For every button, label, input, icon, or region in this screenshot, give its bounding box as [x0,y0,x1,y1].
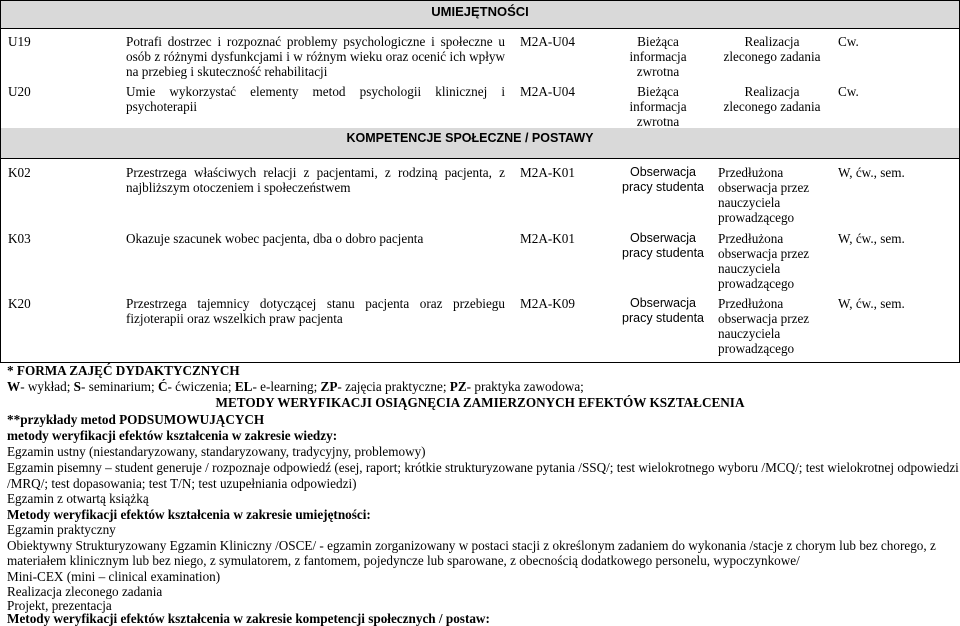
class-form: W, ćw., sem. [838,231,905,246]
knowledge-item: Egzamin ustny (niestandaryzowany, standaryzowany, tradycyjny, problemowy) [7,444,426,459]
effect-code: K02 [8,165,31,180]
forming-method: Obserwacja pracy studenta [622,296,704,325]
effect-description: Umie wykorzystać elementy metod psychologii klinicznej i psychoterapii [126,84,505,114]
skills-item: materiałem klinicznym lub bez niego, z symulatorem, z fantomem, pojedyncze lub sparowane, z obecnością dodatkowego personelu, wypoczynkowe/ [7,553,800,568]
class-form: W, ćw., sem. [838,296,905,311]
skills-item: Projekt, prezentacja [7,598,112,613]
effect-reference: M2A-U04 [520,84,575,99]
class-form: Cw. [838,84,859,99]
effect-description: Okazuje szacunek wobec pacjenta, dba o dobro pacjenta [126,231,424,246]
verification-method: Przedłużona obserwacja przez nauczyciela prowadzącego [718,296,810,356]
knowledge-item: Egzamin pisemny – student generuje / rozpoznaje odpowiedź (esej, raport; krótkie strukturyzowane pytania /SSQ/; test wielokrotnego wyboru /MCQ/; test wielokrotnej odpowiedzi [7,460,959,475]
effect-code: K20 [8,296,31,311]
verification-method: Przedłużona obserwacja przez nauczyciela prowadzącego [718,165,810,225]
verification-method: Realizacja zleconego zadania [723,84,821,114]
effect-reference: M2A-K01 [520,231,575,246]
skills-item: Egzamin praktyczny [7,522,116,537]
section-title-social: KOMPETENCJE SPOŁECZNE / POSTAWY [346,131,594,145]
section-title-skills: UMIEJĘTNOŚCI [431,4,529,19]
skills-methods-title: Metody weryfikacji efektów kształcenia w zakresie umiejętności: [7,507,371,522]
knowledge-item: Egzamin z otwartą książką [7,491,149,506]
verification-method: Przedłużona obserwacja przez nauczyciela prowadzącego [718,231,810,291]
methods-title: METODY WERYFIKACJI OSIĄGNĘCIA ZAMIERZONYCH EFEKTÓW KSZTAŁCENIA [215,395,745,410]
skills-item: Mini-CEX (mini – clinical examination) [7,569,221,584]
class-form: Cw. [838,34,859,49]
class-form: W, ćw., sem. [838,165,905,180]
forms-title: * FORMA ZAJĘĆ DYDAKTYCZNYCH [7,363,240,378]
effect-description: Potrafi dostrzec i rozpoznać problemy psychologiczne i społeczne u osób z różnymi dysfunkcjami i w różnym wieku oraz ocenić ich wpływ na przebieg i skuteczność rehabilitacji [126,34,505,79]
knowledge-title: metody weryfikacji efektów kształcenia w zakresie wiedzy: [7,428,338,443]
effect-code: U19 [8,34,31,49]
skills-item: Realizacja zleconego zadania [7,584,163,599]
effect-reference: M2A-K01 [520,165,575,180]
knowledge-item: /MRQ/; test dopasowania; test T/N; test uzupełniania odpowiedzi) [7,476,357,491]
effect-reference: M2A-U04 [520,34,575,49]
effect-reference: M2A-K09 [520,296,575,311]
effect-code: K03 [8,231,31,246]
forming-method: Obserwacja pracy studenta [622,231,704,260]
skills-item: Obiektywny Strukturyzowany Egzamin Kliniczny /OSCE/ - egzamin zorganizowany w postaci stacji z określonym zadaniem do wykonania /stacje z chorym lub bez chorego, z [7,538,936,553]
social-methods-title: Metody weryfikacji efektów kształcenia w zakresie kompetencji społecznych / postaw: [7,611,490,626]
forming-method: Bieżąca informacja zwrotna [629,84,687,129]
effect-code: U20 [8,84,31,99]
examples-title: **przykłady metod PODSUMOWUJĄCYCH [7,412,265,427]
verification-method: Realizacja zleconego zadania [723,34,821,64]
forming-method: Bieżąca informacja zwrotna [629,34,687,79]
forms-list: W- wykład; S- seminarium; Ć- ćwiczenia; EL- e-learning; ZP- zajęcia praktyczne; PZ- praktyka zawodowa; [7,379,584,394]
forming-method: Obserwacja pracy studenta [622,165,704,194]
effect-description: Przestrzega właściwych relacji z pacjentami, z rodziną pacjenta, z najbliższym otoczeniem i społeczeństwem [126,165,505,195]
effect-description: Przestrzega tajemnicy dotyczącej stanu pacjenta oraz przebiegu fizjoterapii oraz wszelkich praw pacjenta [126,296,505,326]
